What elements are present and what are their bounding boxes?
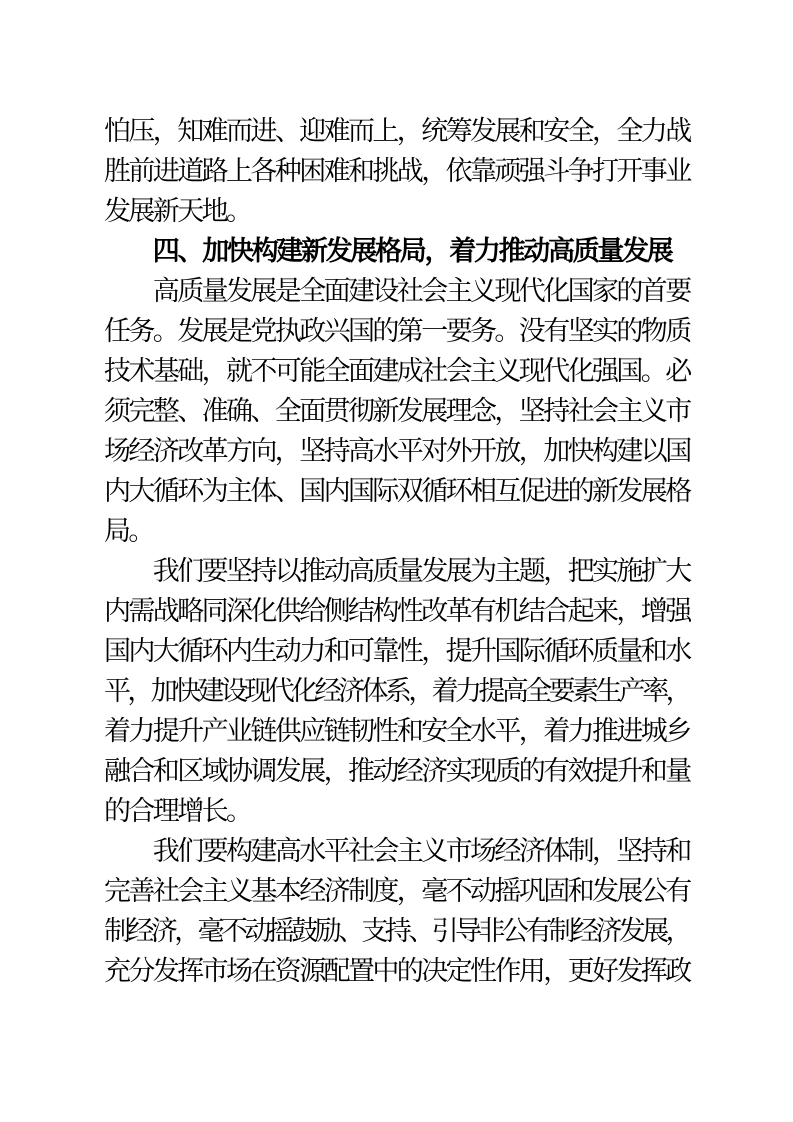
- text-line: 我们要坚持以推动高质量发展为主题，把实施扩大: [152, 556, 690, 586]
- text-block: [104, 111, 694, 991]
- text-line: 内大循环为主体、国内国际双循环相互促进的新发展格: [104, 476, 690, 506]
- text-line: 局。: [104, 516, 153, 546]
- text-line: 完善社会主义基本经济制度，毫不动摇巩固和发展公有: [104, 876, 690, 906]
- text-line: 我们要构建高水平社会主义市场经济体制，坚持和: [152, 836, 690, 866]
- text-line: 国内大循环内生动力和可靠性，提升国际循环质量和水: [104, 636, 690, 666]
- text-line: 场经济改革方向，坚持高水平对外开放，加快构建以国: [104, 436, 690, 466]
- text-line: 内需战略同深化供给侧结构性改革有机结合起来，增强: [104, 596, 690, 626]
- text-line: 怕压，知难而进、迎难而上，统筹发展和安全，全力战: [104, 116, 690, 146]
- text-line: 的合理增长。: [104, 796, 251, 826]
- text-line: 融合和区域协调发展，推动经济实现质的有效提升和量: [104, 756, 690, 786]
- text-line: 须完整、准确、全面贯彻新发展理念，坚持社会主义市: [104, 396, 690, 426]
- text-line: 高质量发展是全面建设社会主义现代化国家的首要: [152, 276, 690, 306]
- text-line: 胜前进道路上各种困难和挑战，依靠顽强斗争打开事业: [104, 156, 690, 186]
- text-line: 平，加快建设现代化经济体系，着力提高全要素生产率，: [104, 676, 689, 706]
- text-line: 发展新天地。: [104, 196, 251, 226]
- text-line: 制经济，毫不动摇鼓励、支持、引导非公有制经济发展，: [104, 916, 689, 946]
- text-line: 充分发挥市场在资源配置中的决定性作用，更好发挥政: [104, 956, 690, 986]
- text-line: 着力提升产业链供应链韧性和安全水平，着力推进城乡: [104, 716, 690, 746]
- text-line: 任务。发展是党执政兴国的第一要务。没有坚实的物质: [104, 316, 690, 346]
- section-heading: 四、加快构建新发展格局，着力推动高质量发展: [152, 236, 672, 266]
- text-line: 技术基础，就不可能全面建成社会主义现代化强国。必: [104, 356, 690, 386]
